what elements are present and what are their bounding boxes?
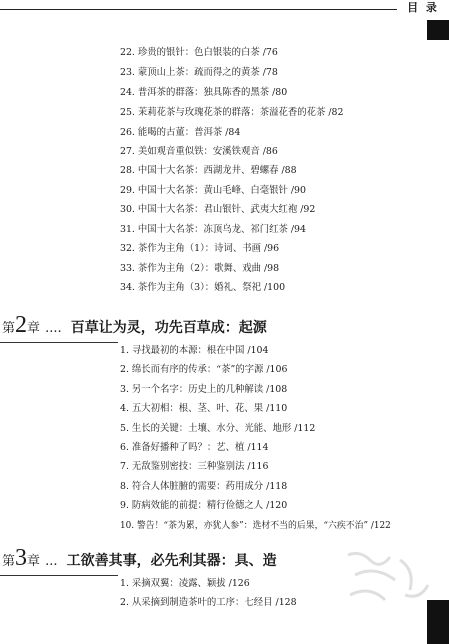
toc-entry[interactable]: 30. 中国十大名茶：君山银针、武夷大红袍 /92 (120, 204, 316, 215)
edge-tab-top (427, 20, 449, 40)
toc-entry[interactable]: 31. 中国十大名茶：冻顶乌龙、祁门红茶 /94 (120, 224, 306, 235)
toc-entry[interactable]: 6. 准备好播种了吗？：艺、植 /114 (120, 442, 269, 453)
toc-entry[interactable]: 2. 绵长而有序的传承：“茶”的字源 /106 (120, 364, 288, 375)
calligraphy-stamp-icon (340, 545, 435, 615)
chapter-title: 百草让为灵，功先百草成：起源 (70, 320, 267, 336)
toc-entry[interactable]: 3. 另一个名字：历史上的几种解读 /108 (120, 384, 288, 395)
toc-entry[interactable]: 9. 防病效能的前提：精行俭德之人 /120 (120, 500, 288, 511)
toc-entry[interactable]: 24. 普洱茶的群落：独具陈香的黑茶 /80 (120, 87, 288, 98)
top-border (0, 0, 449, 10)
chapter-title: 工欲善其事，必先利其器：具、造 (66, 553, 277, 569)
chapter-dots: ... (45, 554, 58, 569)
toc-entry[interactable]: 10. 警告！“茶为累，亦犹人参”：选材不当的后果，“六疾不治” /122 (120, 521, 391, 531)
toc-entry[interactable]: 34. 茶作为主角（3）：婚礼、祭祀 /100 (120, 282, 286, 293)
chapter-3-heading[interactable]: 第3章 ... 工欲善其事，必先利其器：具、造 (2, 545, 277, 571)
toc-entry[interactable]: 28. 中国十大名茶：西湖龙井、碧螺春 /88 (120, 165, 297, 176)
chapter-underline (0, 342, 118, 343)
toc-entry[interactable]: 1. 采摘双翼：凌露、颖拔 /126 (120, 578, 250, 589)
toc-entry[interactable]: 25. 茉莉花茶与玫瑰花茶的群落：茶溢花香的花茶 /82 (120, 107, 344, 118)
toc-entry[interactable]: 2. 从采摘到制造茶叶的工序：七经目 /128 (120, 597, 297, 608)
toc-entry[interactable]: 22. 珍贵的银针：色白银装的白茶 /76 (120, 47, 278, 58)
toc-entry[interactable]: 7. 无敌鉴别密技：三种鉴别法 /116 (120, 461, 269, 472)
toc-entry[interactable]: 23. 蒙顶山上茶：疏而得之的黄茶 /78 (120, 67, 278, 78)
toc-header: 目 录 (397, 0, 449, 18)
toc-entry[interactable]: 4. 五大初相：根、茎、叶、花、果 /110 (120, 403, 288, 414)
chapter-2-heading[interactable]: 第2章 .... 百草让为灵，功先百草成：起源 (2, 312, 267, 338)
chapter-number: 2 (15, 312, 28, 338)
toc-entry[interactable]: 32. 茶作为主角（1）：诗词、书画 /96 (120, 243, 280, 254)
toc-entry[interactable]: 8. 符合人体脏腑的需要：药用成分 /118 (120, 481, 288, 492)
toc-entry[interactable]: 29. 中国十大名茶：黄山毛峰、白毫银针 /90 (120, 185, 306, 196)
toc-entry[interactable]: 1. 寻找最初的本源：根在中国 /104 (120, 345, 269, 356)
toc-entry[interactable]: 27. 美如观音重似铁：安溪铁观音 /86 (120, 146, 278, 157)
chapter-underline (0, 575, 118, 576)
chapter-number: 3 (15, 545, 28, 571)
toc-entry[interactable]: 5. 生长的关键：土壤、水分、光能、地形 /112 (120, 423, 316, 434)
toc-entry[interactable]: 33. 茶作为主角（2）：歌舞、戏曲 /98 (120, 263, 280, 274)
chapter-dots: .... (45, 321, 62, 336)
toc-entry[interactable]: 26. 能喝的古董：普洱茶 /84 (120, 127, 241, 138)
